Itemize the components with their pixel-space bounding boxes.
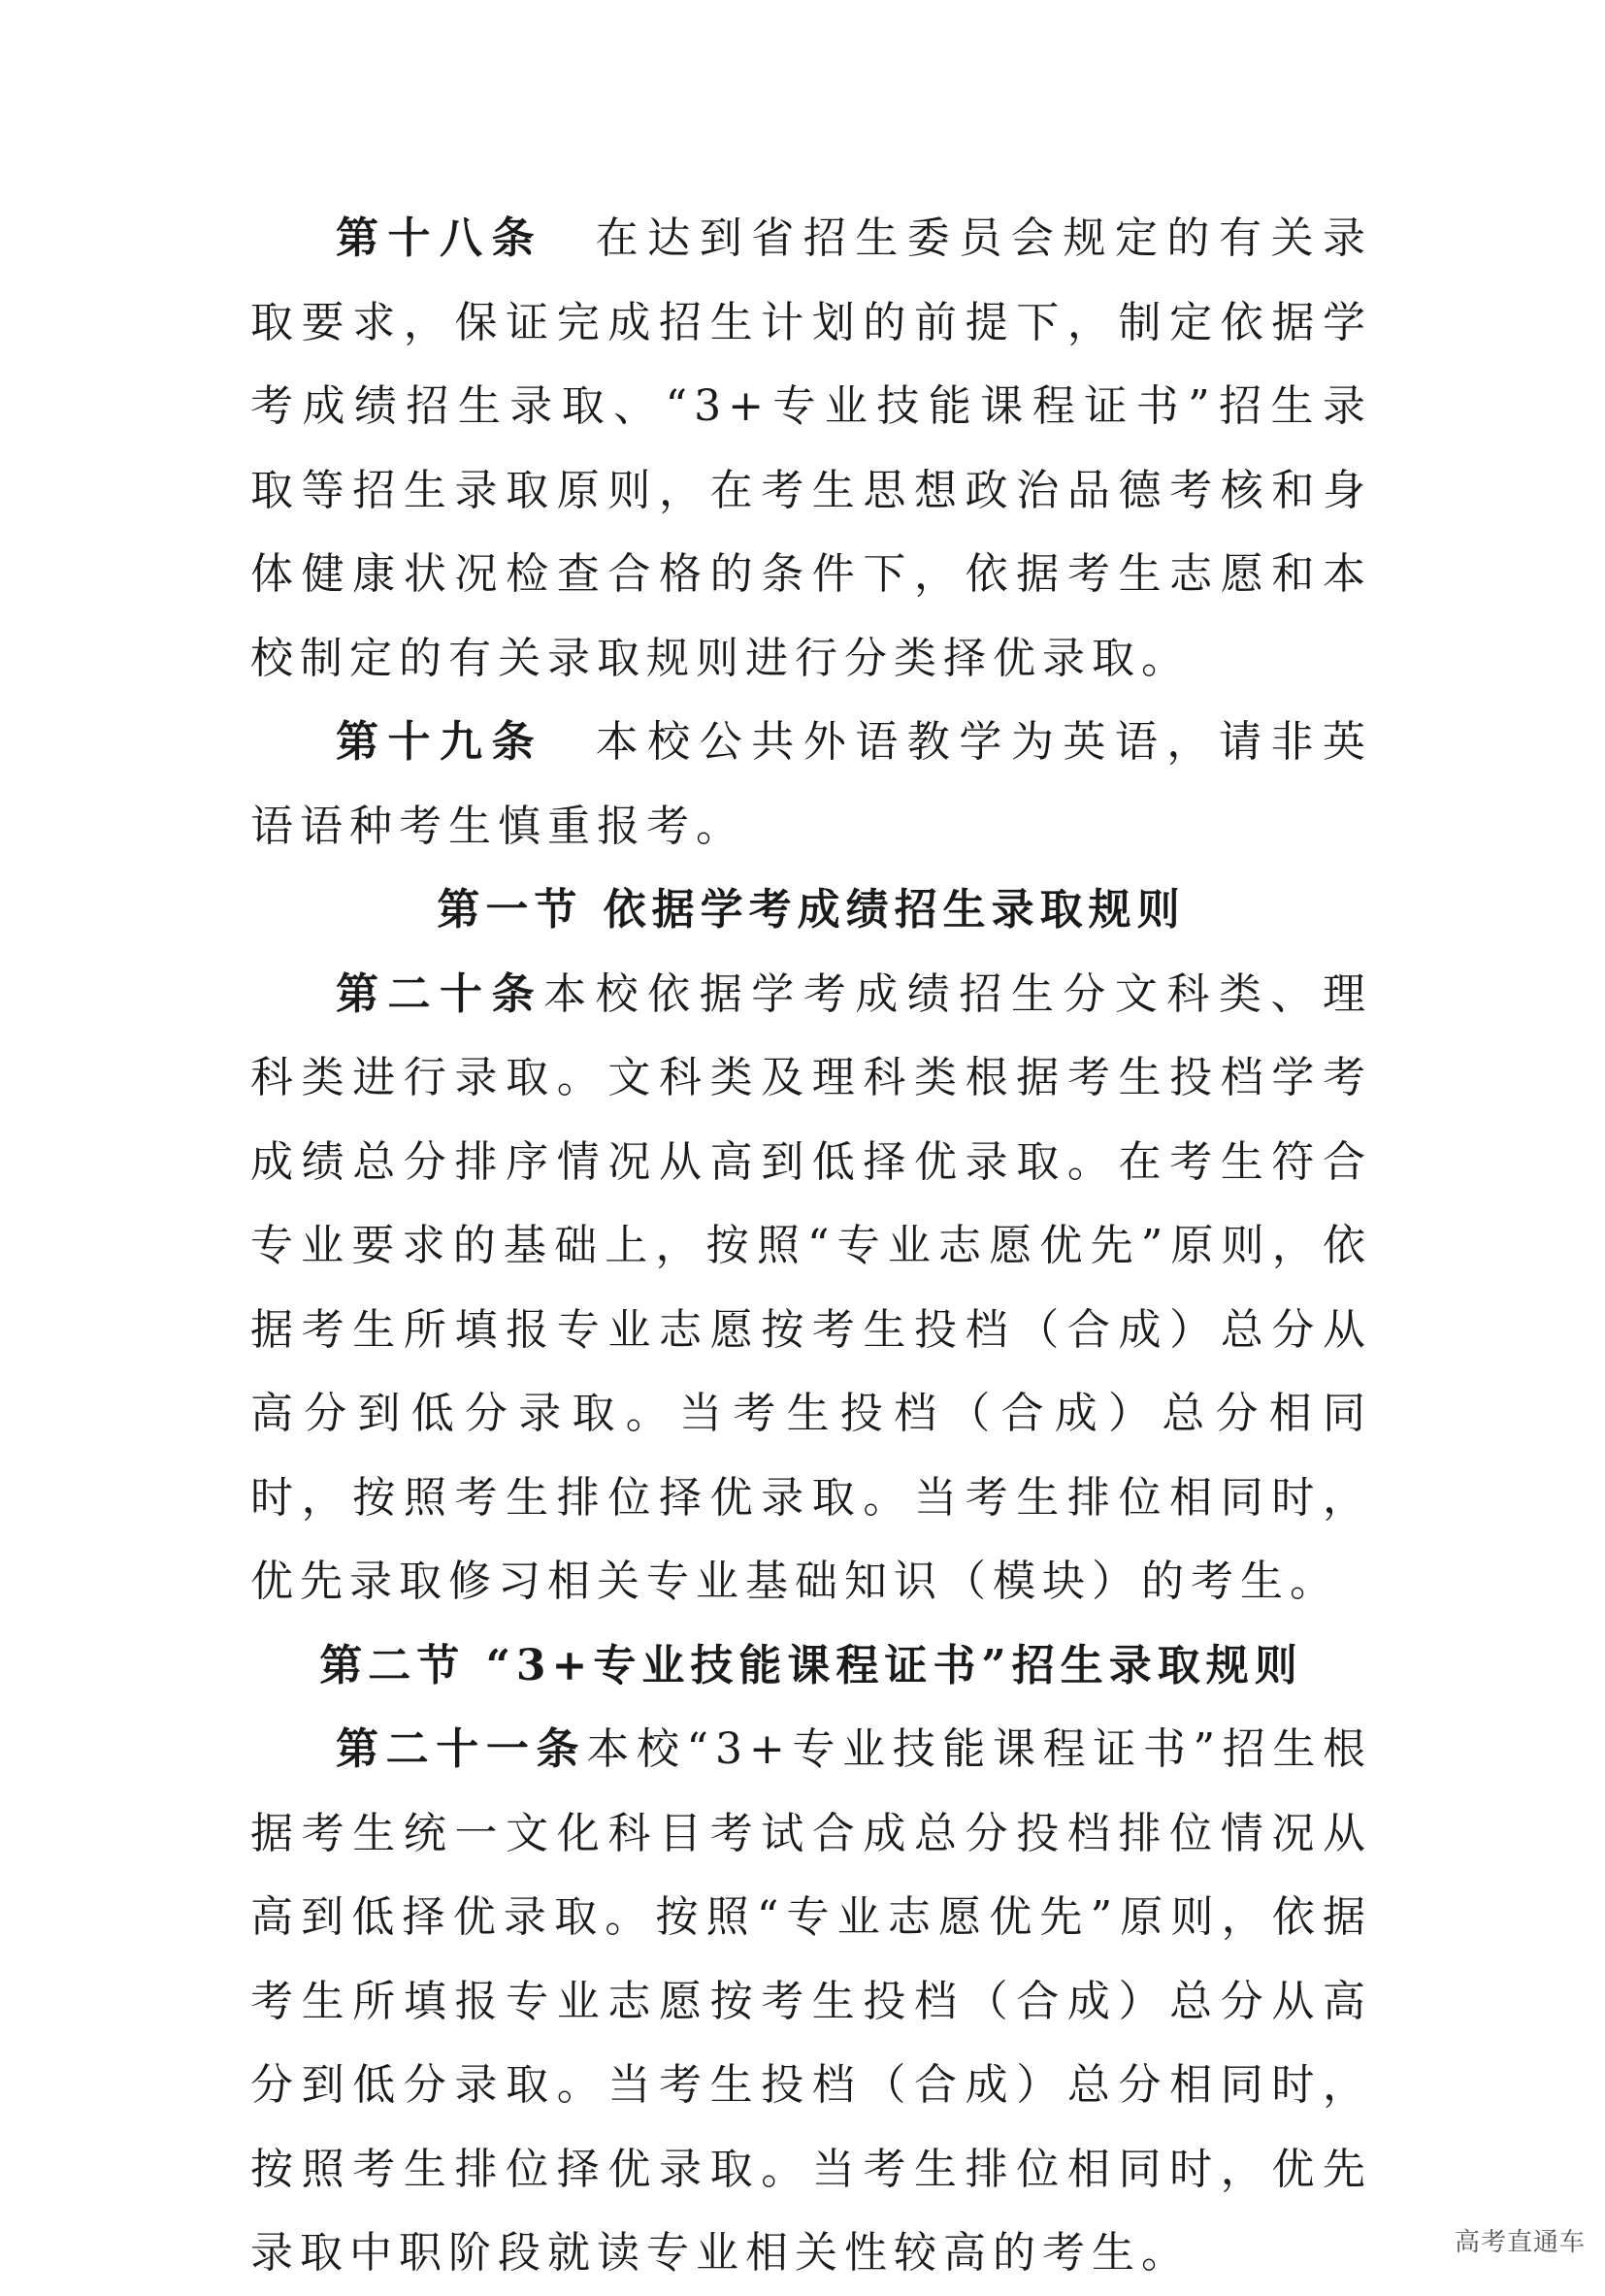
article-text: 在达到省招生委员会规定的有关录取要求，保证完成招生计划的前提下，制定依据学考成绩招生录取、“3+专业技能课程证书”招生录取等招生录取原则，在考生思想政治品德考核和身体健康状况检查合格的条件下，依据考生志愿和本校制定的有关录取规则进行分类择优录取。 — [250, 213, 1373, 683]
article-label: 第十九条 — [336, 717, 544, 767]
article-19 — [250, 701, 1372, 869]
article-21 — [250, 1708, 1372, 2296]
article-text: 本校公共外语教学为英语，请非英语语种考生慎重报考。 — [250, 717, 1373, 851]
article-18 — [250, 197, 1372, 701]
article-gap — [543, 717, 596, 767]
watermark-text: 高考直通车 — [1454, 2228, 1586, 2257]
section-heading-1: 第一节 依据学考成绩招生录取规则 — [437, 885, 1186, 935]
article-20 — [250, 953, 1372, 1624]
article-label: 第十八条 — [336, 213, 544, 263]
article-gap — [543, 213, 596, 263]
section-heading-2: 第二节 “3+专业技能课程证书”招生录取规则 — [319, 1640, 1303, 1690]
article-label: 第二十条 — [336, 968, 544, 1019]
article-text: 本校“3+专业技能课程证书”招生根据考生统一文化科目考试合成总分投档排位情况从高到低择优录取。按照“专业志愿优先”原则，依据考生所填报专业志愿按考生投档（合成）总分从高分到低分录取。当考生投档（合成）总分相同时，按照考生排位择优录取。当考生排位相同时，优先录取中职阶段就读专业相关性较高的考生。 — [250, 1724, 1372, 2278]
article-label: 第二十一条 — [336, 1724, 587, 1774]
article-text: 本校依据学考成绩招生分文科类、理科类进行录取。文科类及理科类根据考生投档学考成绩总分排序情况从高到低择优录取。在考生符合专业要求的基础上，按照“专业志愿优先”原则，依据考生所填报专业志愿按考生投档（合成）总分从高分到低分录取。当考生投档（合成）总分相同时，按照考生排位择优录取。当考生排位相同时，优先录取修习相关专业基础知识（模块）的考生。 — [250, 968, 1373, 1606]
